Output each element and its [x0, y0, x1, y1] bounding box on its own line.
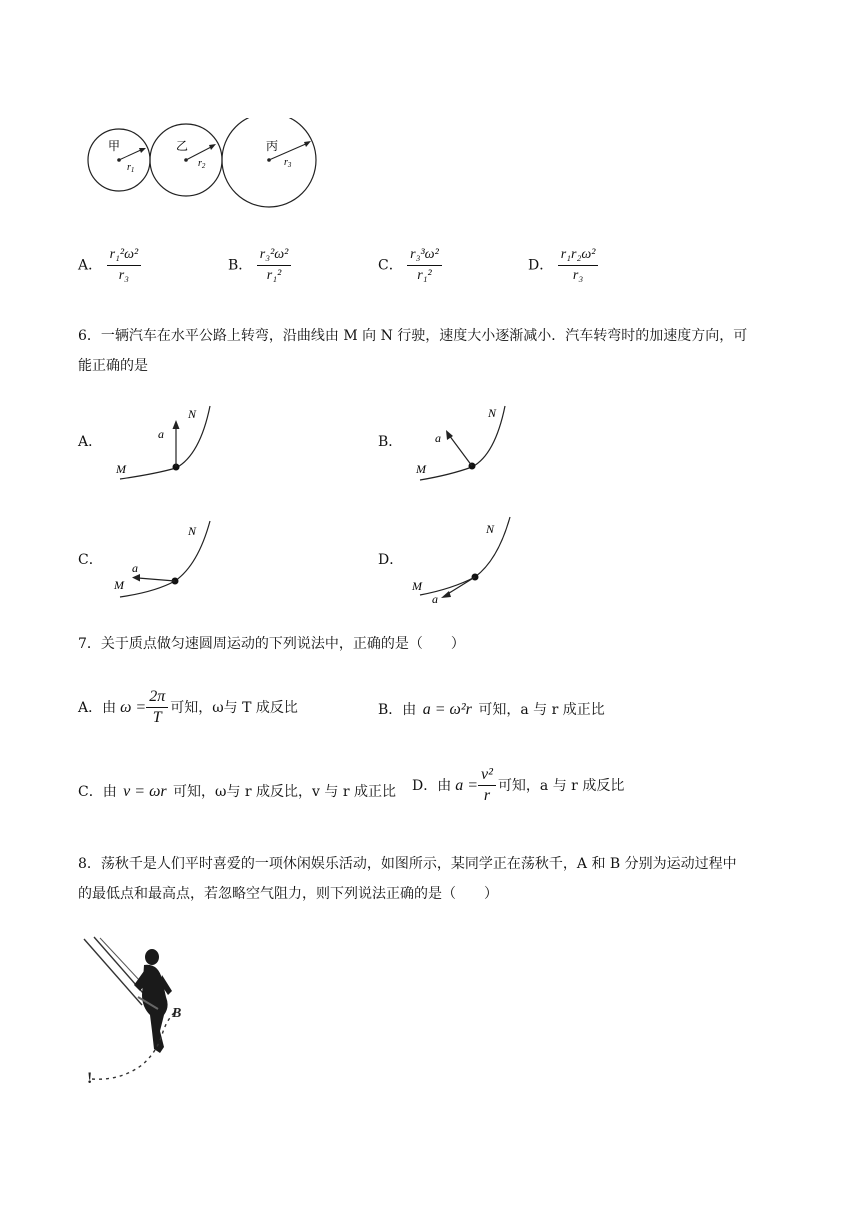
- svg-text:r2: $r_2$: [198, 158, 206, 170]
- q6-option-a-figure: [110, 400, 220, 485]
- q6-option-a-label[interactable]: A．: [78, 434, 103, 450]
- q6-option-b-label[interactable]: B．: [378, 434, 403, 450]
- q6-option-c-figure: [110, 515, 220, 605]
- svg-text:a: a: [158, 427, 164, 441]
- svg-text:N: N: [188, 407, 197, 421]
- svg-text:M: M: [116, 462, 126, 476]
- q8-stem-line1: 8．荡秋千是人们平时喜爱的一项休闲娱乐活动，如图所示，某同学正在荡秋千，A 和 B 分别为运动过程中: [78, 856, 737, 872]
- q5-option-c[interactable]: C． $\frac{\text{r₃³ω²}}{\text{r₁²}}$: [378, 246, 442, 285]
- q6-option-d-label[interactable]: D．: [378, 552, 404, 568]
- svg-text:M: M: [114, 578, 124, 592]
- point-a-label: !: [87, 1070, 93, 1087]
- q7-option-a[interactable]: A．由 ω = $\frac{2\pi}{T}$ 可知，ω与 T 成反比: [78, 688, 298, 726]
- svg-text:r3: $r_3$: [284, 157, 292, 169]
- q6-option-d-figure: [410, 515, 520, 605]
- svg-text:M: M: [416, 462, 426, 476]
- label-bing: 丙: [266, 139, 279, 153]
- svg-text:a: a: [132, 561, 138, 575]
- svg-text:r1: $r_1$: [127, 162, 135, 174]
- point-b-label: B: [172, 1006, 182, 1021]
- svg-text:N: N: [488, 406, 497, 420]
- svg-text:N: N: [486, 522, 495, 536]
- svg-text:a: a: [435, 431, 441, 445]
- swing-figure: [80, 935, 210, 1095]
- q6-option-b-figure: [410, 400, 520, 485]
- q5-option-a[interactable]: A． $\frac{\text{r₁²ω²}}{\text{r₃}}$: [78, 246, 141, 285]
- q7-option-c[interactable]: C．由 v = ωr 可知，ω与 r 成反比，v 与 r 成正比: [78, 783, 397, 800]
- svg-text:M: M: [412, 579, 422, 593]
- svg-text:a: a: [432, 592, 438, 605]
- q6-stem-line1: 6．一辆汽车在水平公路上转弯，沿曲线由 M 向 N 行驶，速度大小逐渐减小．汽车转弯时的加速度方向，可: [78, 328, 748, 344]
- q6-stem-line2: 能正确的是: [78, 358, 148, 374]
- q7-stem: 7．关于质点做匀速圆周运动的下列说法中，正确的是（ ）: [78, 636, 465, 652]
- circle-bing: [222, 118, 316, 207]
- q7-option-b[interactable]: B．由 a = ω²r 可知，a 与 r 成正比: [378, 701, 605, 718]
- q6-option-c-label[interactable]: C．: [78, 552, 103, 568]
- q5-option-b[interactable]: B． $\frac{\text{r₃²ω²}}{\text{r₁²}}$: [228, 246, 291, 285]
- q7-option-d[interactable]: D．由 a = $\frac{\text{v²}}{r}$ 可知，a 与 r 成反比: [412, 766, 625, 804]
- q8-stem-line2: 的最低点和最高点，若忽略空气阻力，则下列说法正确的是（ ）: [78, 886, 498, 902]
- label-yi: 乙: [176, 139, 189, 153]
- circles-figure: [86, 118, 326, 208]
- q5-option-d[interactable]: D． $\frac{\text{r₁r₂ω²}}{\text{r₃}}$: [528, 246, 598, 285]
- label-jia: 甲: [108, 139, 121, 153]
- svg-text:N: N: [188, 524, 197, 538]
